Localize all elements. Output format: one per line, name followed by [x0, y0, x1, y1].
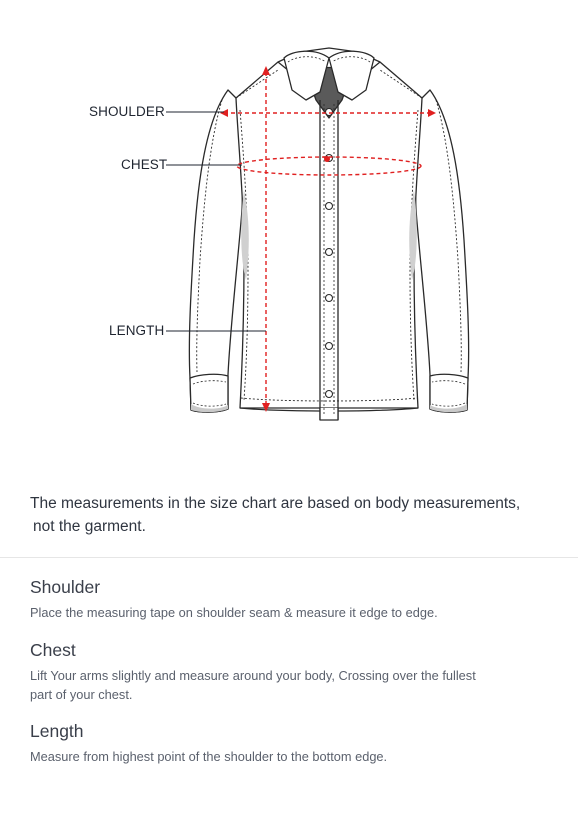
section-description — [30, 666, 550, 704]
section-description — [30, 747, 550, 766]
section-line: part of your chest. — [30, 687, 133, 702]
shoulder-section — [30, 576, 550, 622]
shoulder-callout: SHOULDER — [89, 104, 165, 119]
button-icon — [326, 295, 333, 302]
length-callout: LENGTH — [109, 323, 165, 338]
button-icon — [326, 203, 333, 210]
intro-note — [30, 492, 560, 538]
shirt-illustration — [189, 48, 468, 420]
button-icon — [326, 249, 333, 256]
section-line: Lift Your arms slightly and measure around your body, Crossing over the fullest — [30, 668, 476, 683]
button-icon — [326, 343, 333, 350]
button-icon — [326, 109, 333, 116]
section-title: Length — [30, 721, 84, 741]
length-section — [30, 720, 550, 766]
section-title: Chest — [30, 640, 76, 660]
intro-line-2: not the garment. — [33, 518, 146, 535]
section-title: Shoulder — [30, 577, 101, 597]
chest-section — [30, 639, 550, 704]
section-line: Measure from highest point of the shoulder to the bottom edge. — [30, 749, 388, 764]
button-icon — [326, 391, 333, 398]
intro-line-1: The measurements in the size chart are based on body measurements, — [30, 495, 521, 512]
section-line: Place the measuring tape on shoulder seam & measure it edge to edge. — [30, 605, 438, 620]
section-description — [30, 603, 550, 622]
divider — [0, 557, 578, 558]
chest-callout: CHEST — [121, 157, 168, 172]
